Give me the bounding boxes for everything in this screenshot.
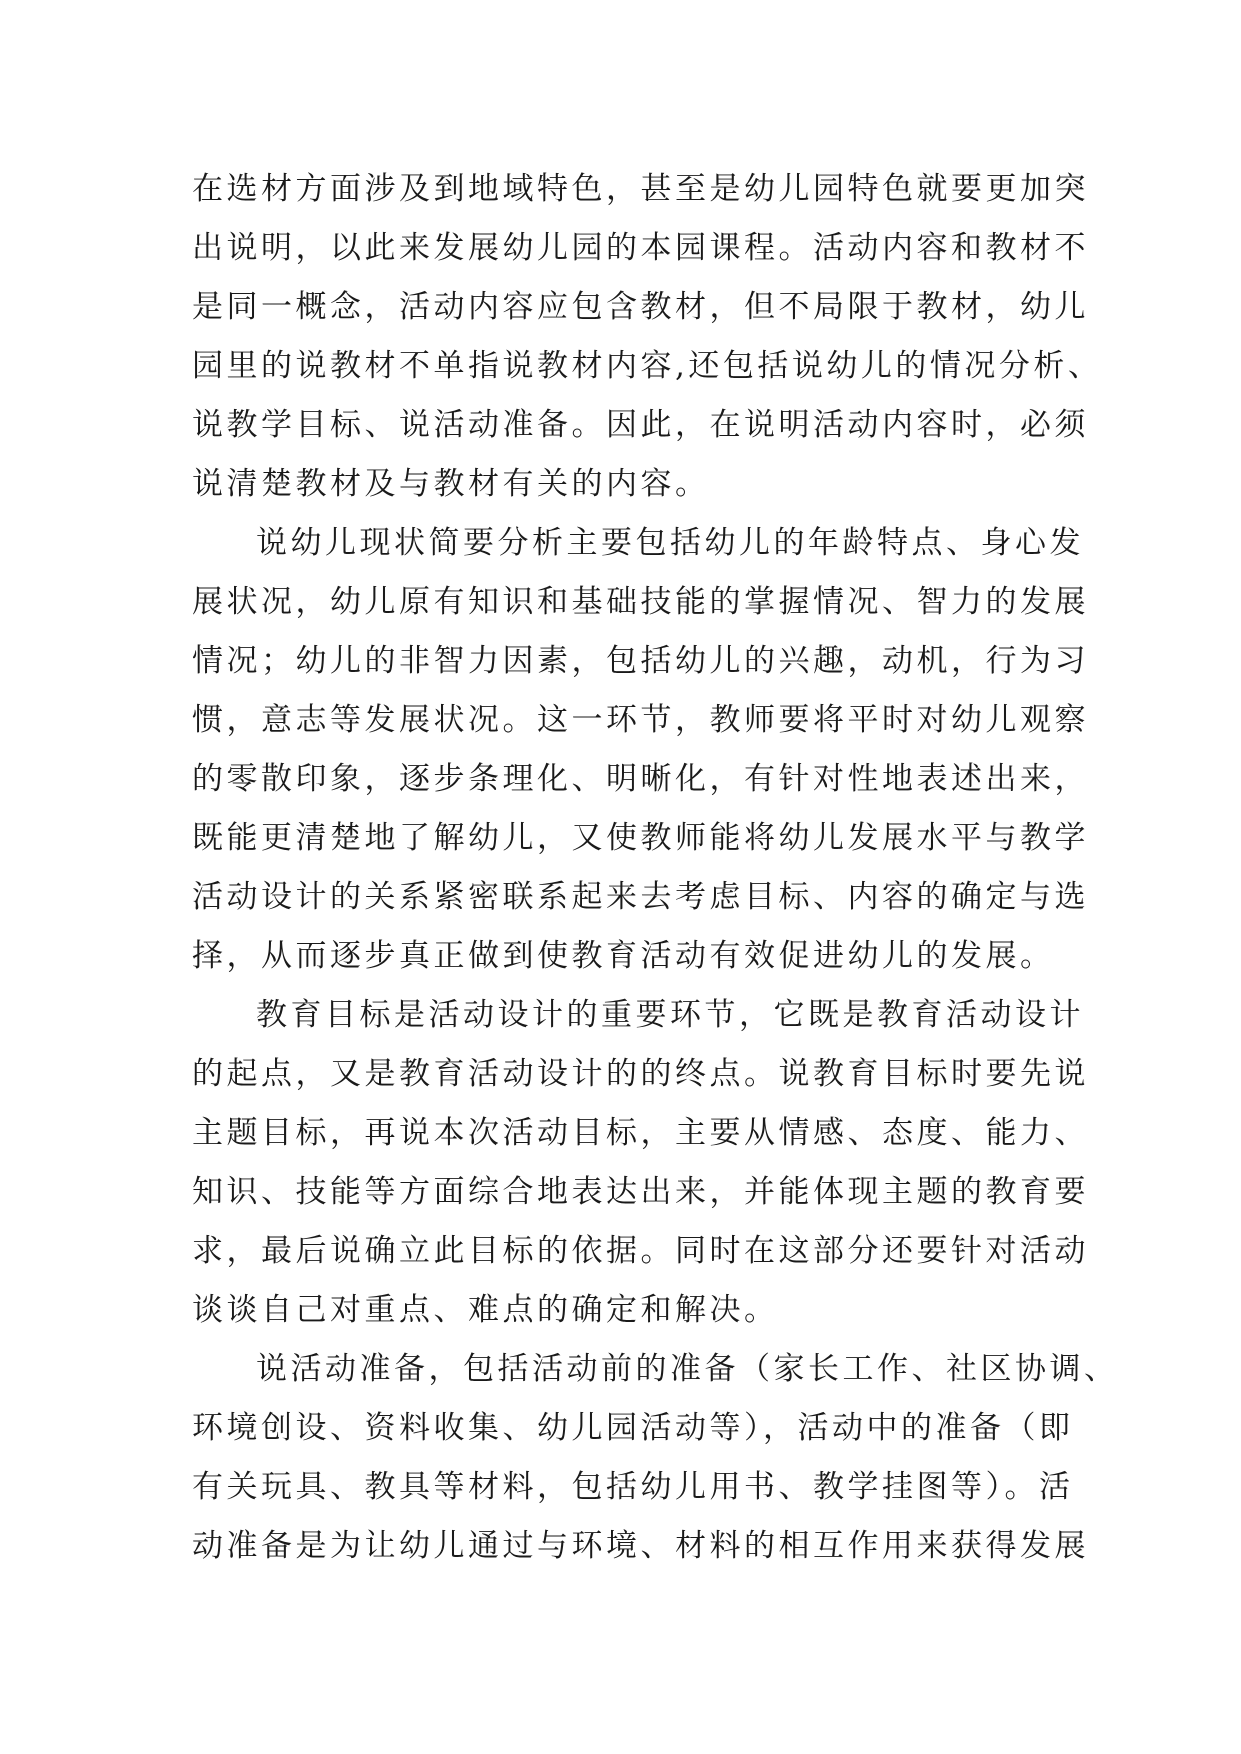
text-line: 园里的说教材不单指说教材内容,还包括说幼儿的情况分析、 (192, 348, 1103, 384)
text-line: 说幼儿现状简要分析主要包括幼儿的年龄特点、身心发 (256, 525, 1084, 561)
text-line: 动准备是为让幼儿通过与环境、材料的相互作用来获得发展 (192, 1528, 1089, 1564)
text-line: 有关玩具、教具等材料，包括幼儿用书、教学挂图等）。活 (192, 1469, 1074, 1505)
text-line: 出说明，以此来发展幼儿园的本园课程。活动内容和教材不 (192, 230, 1089, 266)
text-line: 是同一概念，活动内容应包含教材，但不局限于教材，幼儿 (192, 289, 1089, 325)
text-line: 情况；幼儿的非智力因素，包括幼儿的兴趣，动机，行为习 (192, 643, 1089, 679)
text-line: 惯，意志等发展状况。这一环节，教师要将平时对幼儿观察 (192, 702, 1089, 738)
text-line: 谈谈自己对重点、难点的确定和解决。 (192, 1292, 779, 1328)
text-line: 的起点，又是教育活动设计的的终点。说教育目标时要先说 (192, 1056, 1089, 1092)
text-line: 择，从而逐步真正做到使教育活动有效促进幼儿的发展。 (192, 938, 1055, 974)
text-line: 活动设计的关系紧密联系起来去考虑目标、内容的确定与选 (192, 879, 1089, 915)
text-line: 教育目标是活动设计的重要环节，它既是教育活动设计 (256, 997, 1084, 1033)
text-line: 的零散印象，逐步条理化、明晰化，有针对性地表述出来， (192, 761, 1089, 797)
text-line: 知识、技能等方面综合地表达出来，并能体现主题的教育要 (192, 1174, 1089, 1210)
text-line: 主题目标，再说本次活动目标，主要从情感、态度、能力、 (192, 1115, 1089, 1151)
text-line: 说清楚教材及与教材有关的内容。 (192, 466, 710, 502)
text-line: 说教学目标、说活动准备。因此，在说明活动内容时，必须 (192, 407, 1089, 443)
text-line: 展状况，幼儿原有知识和基础技能的掌握情况、智力的发展 (192, 584, 1089, 620)
text-line: 在选材方面涉及到地域特色，甚至是幼儿园特色就要更加突 (192, 171, 1089, 207)
text-line: 说活动准备，包括活动前的准备（家长工作、社区协调、 (256, 1351, 1119, 1387)
text-line: 求，最后说确立此目标的依据。同时在这部分还要针对活动 (192, 1233, 1089, 1269)
paragraph-1 (192, 160, 1103, 514)
paragraph-3 (192, 986, 1089, 1340)
document-body (192, 160, 1119, 1576)
text-line: 既能更清楚地了解幼儿，又使教师能将幼儿发展水平与教学 (192, 820, 1089, 856)
text-line: 环境创设、资料收集、幼儿园活动等），活动中的准备（即 (192, 1410, 1074, 1446)
paragraph-4 (192, 1340, 1119, 1576)
paragraph-2 (192, 514, 1089, 986)
